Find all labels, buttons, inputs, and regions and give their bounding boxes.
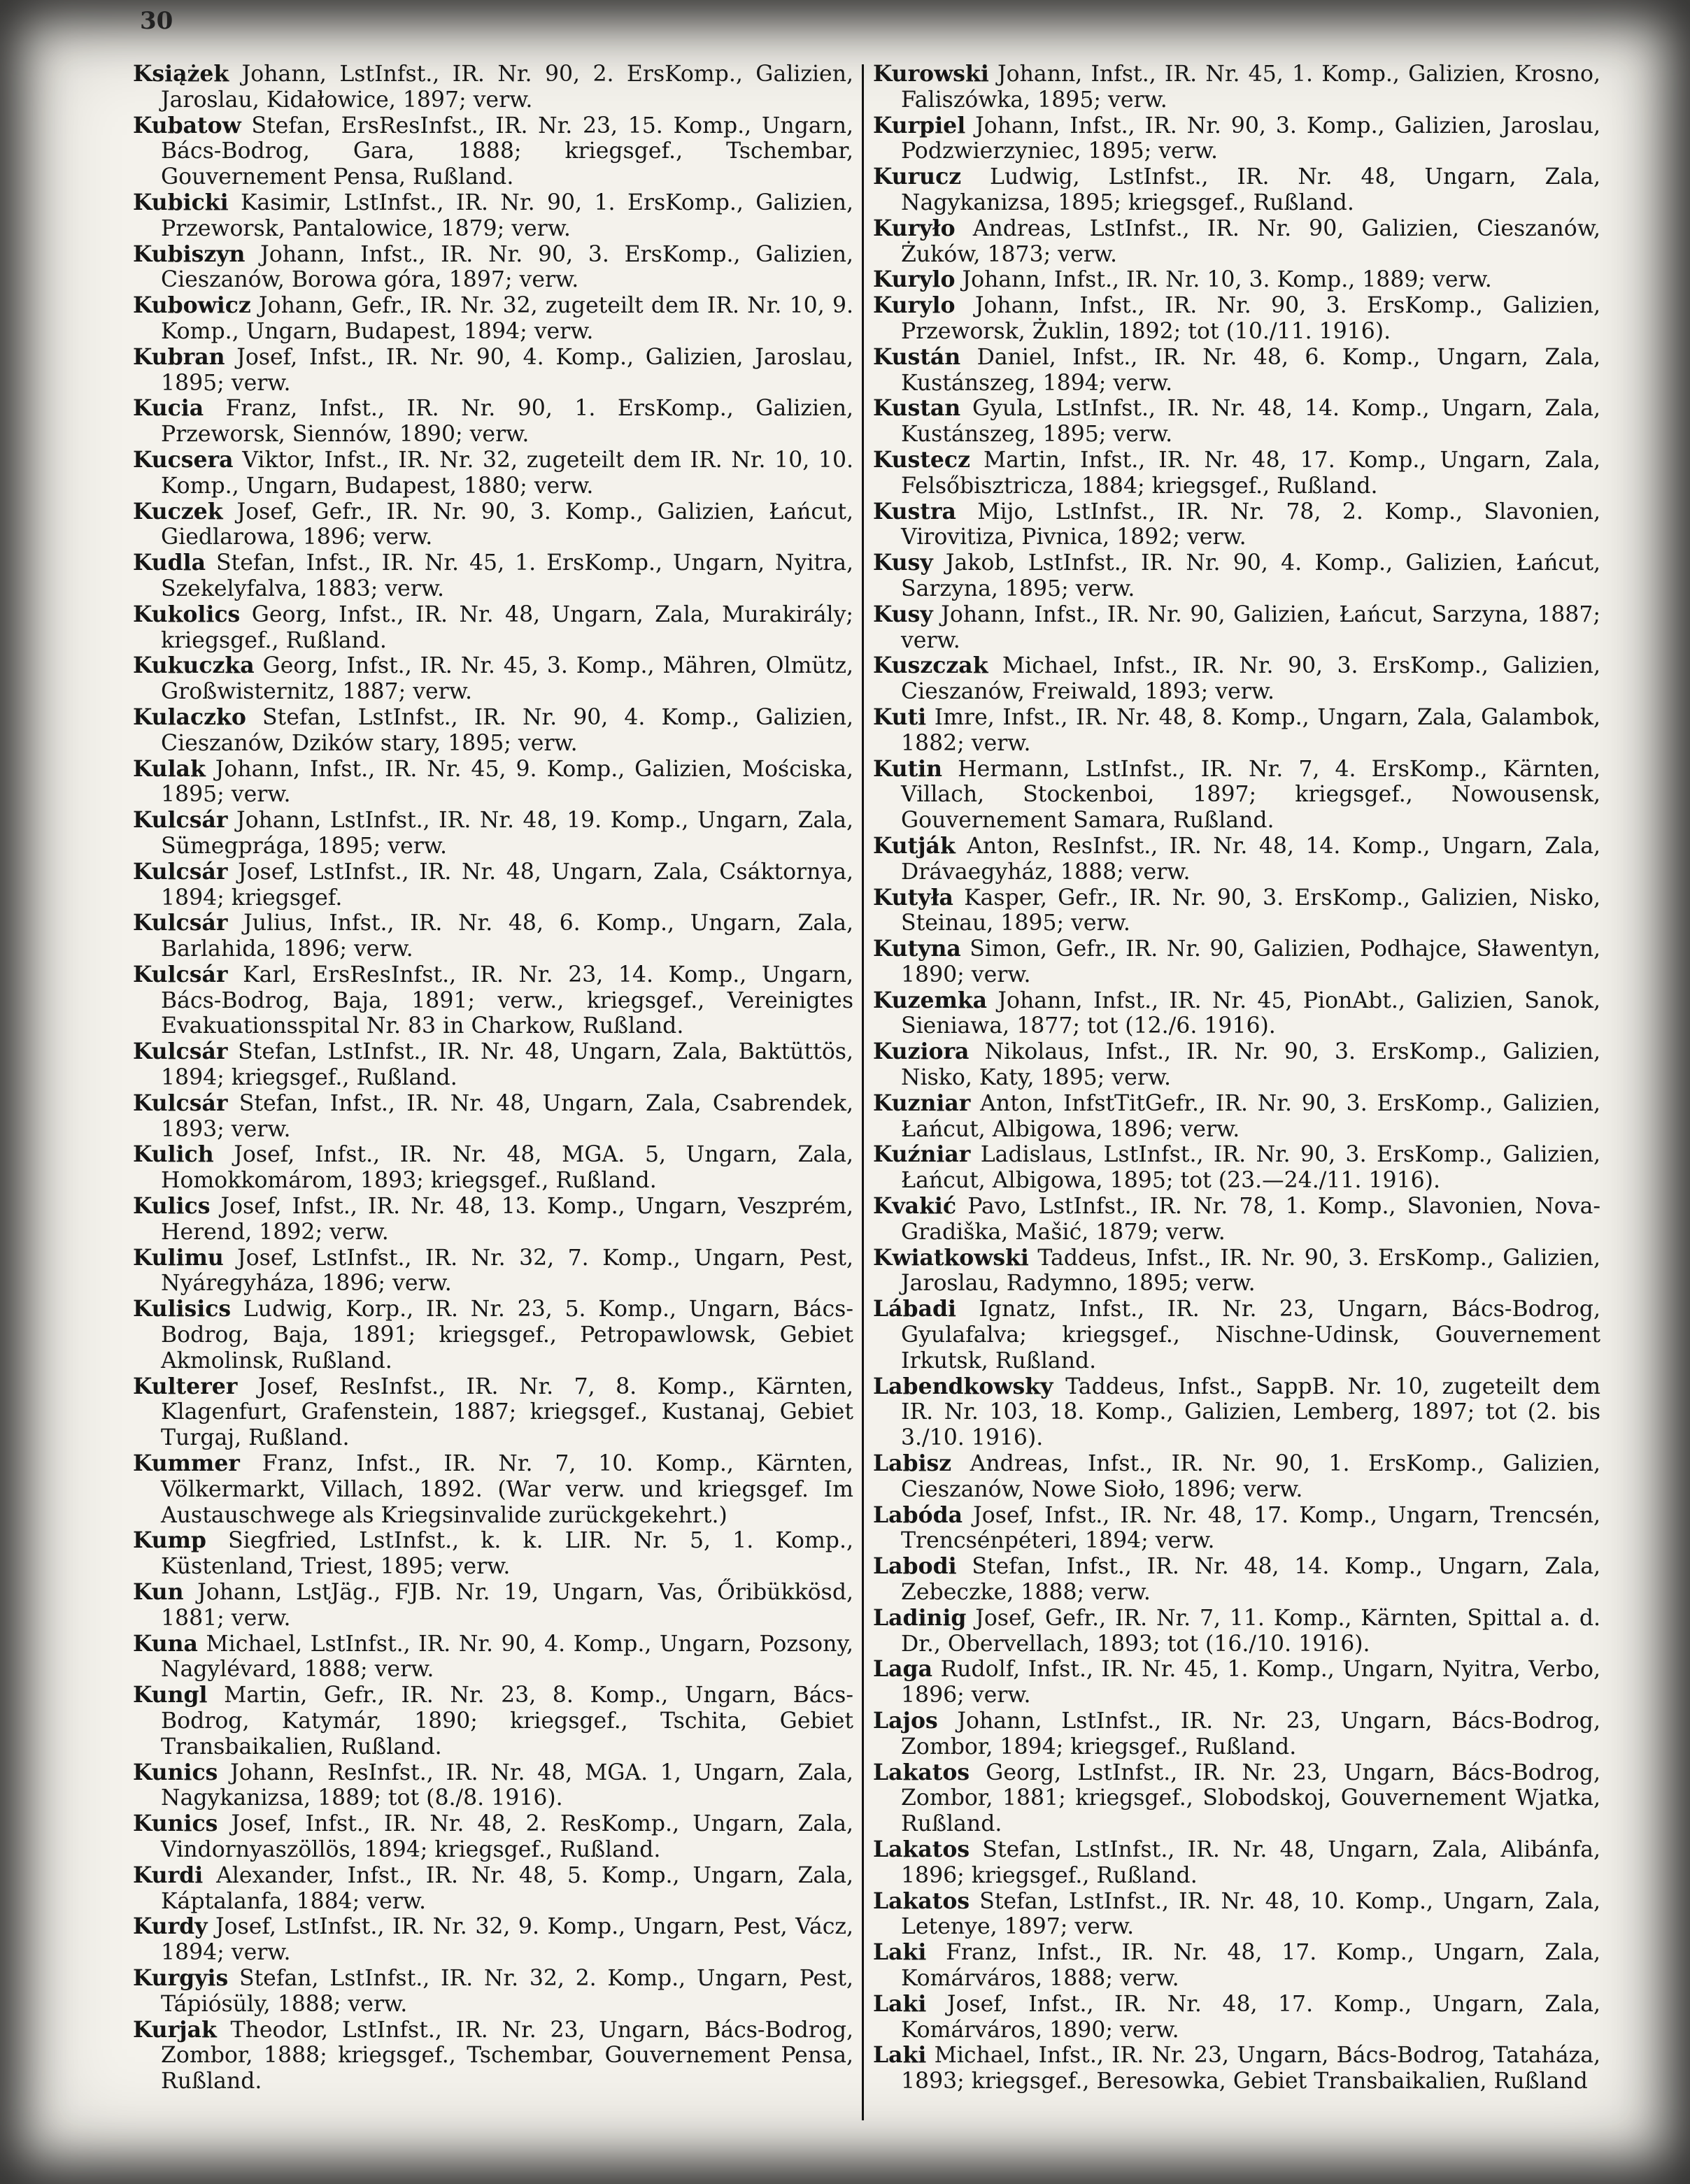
entry-surname: Kutják	[873, 832, 956, 859]
entry-details: Siegfried, LstInfst., k. k. LIR. Nr. 5, 1. Komp., Küstenland, Triest, 1895; verw.	[161, 1528, 853, 1580]
list-entry	[873, 1503, 1600, 1555]
list-entry	[873, 1297, 1600, 1373]
entry-details: Martin, Infst., IR. Nr. 48, 17. Komp., Ungarn, Zala, Felsőbisztricza, 1884; kriegsgef., Rußland.	[901, 447, 1600, 499]
list-entry	[873, 1554, 1600, 1606]
list-entry	[133, 1246, 853, 1297]
entry-surname: Kungl	[133, 1682, 208, 1708]
entry-details: Josef, Infst., IR. Nr. 90, 4. Komp., Galizien, Jaroslau, 1895; verw.	[161, 344, 853, 396]
entry-surname: Kuryło	[873, 215, 956, 241]
entry-surname: Kurdy	[133, 1913, 208, 1940]
entry-details: Franz, Infst., IR. Nr. 48, 17. Komp., Ungarn, Zala, Komárváros, 1888; verw.	[901, 1940, 1600, 1991]
entry-details: Taddeus, Infst., IR. Nr. 90, 3. ErsKomp., Galizien, Jaroslau, Radymno, 1895; verw.	[901, 1245, 1600, 1297]
entry-details: Stefan, LstInfst., IR. Nr. 32, 2. Komp., Ungarn, Pest, Tápiósüly, 1888; verw.	[161, 1965, 853, 2017]
list-entry	[133, 396, 853, 448]
list-entry	[133, 345, 853, 397]
entry-surname: Kurjak	[133, 2016, 217, 2043]
entry-details: Anton, ResInfst., IR. Nr. 48, 14. Komp., Ungarn, Zala, Drávaegyház, 1888; verw.	[901, 833, 1600, 885]
entry-surname: Kulimu	[133, 1244, 224, 1271]
entry-surname: Kulcsár	[133, 1090, 228, 1116]
list-entry	[873, 1992, 1600, 2043]
list-entry	[133, 1760, 853, 1812]
entry-surname: Laki	[873, 1990, 927, 2017]
entry-details: Michael, LstInfst., IR. Nr. 90, 4. Komp., Ungarn, Pozsony, Nagylévard, 1888; verw.	[161, 1631, 853, 1683]
entry-details: Stefan, Infst., IR. Nr. 45, 1. ErsKomp., Ungarn, Nyitra, Szekelyfalva, 1883; verw.	[161, 550, 853, 601]
entry-details: Michael, Infst., IR. Nr. 23, Ungarn, Bács-Bodrog, Tataháza, 1893; kriegsgef., Beresowka, Gebiet Transbaikalien, Rußland	[901, 2043, 1600, 2094]
list-entry	[133, 1039, 853, 1091]
list-entry	[873, 62, 1600, 113]
entry-surname: Lakatos	[873, 1759, 970, 1785]
entry-surname: Kurpiel	[873, 112, 966, 138]
right-column	[873, 62, 1600, 2094]
list-entry	[133, 911, 853, 962]
entry-surname: Kukolics	[133, 601, 241, 627]
entry-surname: Kuczek	[133, 498, 223, 524]
entry-details: Stefan, Infst., IR. Nr. 48, 14. Komp., Ungarn, Zala, Zebeczke, 1888; verw.	[901, 1554, 1600, 1606]
entry-details: Johann, LstInfst., IR. Nr. 90, 2. ErsKomp., Galizien, Jaroslau, Kidałowice, 1897; verw.	[161, 62, 853, 113]
entry-details: Josef, Infst., IR. Nr. 48, 2. ResKomp., Ungarn, Zala, Vindornyaszöllös, 1894; kriegsgef., Rußland.	[161, 1811, 853, 1862]
entry-details: Josef, LstInfst., IR. Nr. 32, 7. Komp., Ungarn, Pest, Nyáregyháza, 1896; verw.	[161, 1245, 853, 1297]
entry-details: Stefan, LstInfst., IR. Nr. 48, 10. Komp., Ungarn, Zala, Letenye, 1897; verw.	[901, 1888, 1600, 1940]
entry-surname: Kukuczka	[133, 652, 255, 679]
list-entry	[133, 757, 853, 808]
entry-details: Daniel, Infst., IR. Nr. 48, 6. Komp., Ungarn, Zala, Kustánszeg, 1894; verw.	[901, 344, 1600, 396]
entry-surname: Kutyła	[873, 884, 953, 911]
entry-details: Ludwig, LstInfst., IR. Nr. 48, Ungarn, Zala, Nagykanizsa, 1895; kriegsgef., Rußland.	[901, 164, 1600, 215]
list-entry	[133, 1811, 853, 1863]
entry-details: Julius, Infst., IR. Nr. 48, 6. Komp., Ungarn, Zala, Barlahida, 1896; verw.	[161, 911, 853, 962]
list-entry	[133, 499, 853, 551]
entry-details: Nikolaus, Infst., IR. Nr. 90, 3. ErsKomp., Galizien, Nisko, Katy, 1895; verw.	[901, 1039, 1600, 1091]
entry-surname: Kubiszyn	[133, 241, 246, 267]
entry-surname: Labisz	[873, 1450, 952, 1477]
entry-details: Ladislaus, LstInfst., IR. Nr. 90, 3. ErsKomp., Galizien, Łańcut, Albigowa, 1895; tot (23.—24./11. 1916).	[901, 1142, 1600, 1194]
list-entry	[873, 1246, 1600, 1297]
entry-details: Franz, Infst., IR. Nr. 90, 1. ErsKomp., Galizien, Przeworsk, Siennów, 1890; verw.	[161, 396, 853, 448]
list-entry	[133, 1580, 853, 1632]
list-entry	[873, 1606, 1600, 1657]
entry-details: Stefan, ErsResInfst., IR. Nr. 23, 15. Komp., Ungarn, Bács-Bodrog, Gara, 1888; kriegsgef., Tschembar, Gouvernement Pensa, Rußland.	[161, 113, 853, 190]
entry-surname: Kustra	[873, 498, 956, 524]
entry-details: Kasimir, LstInfst., IR. Nr. 90, 1. ErsKomp., Galizien, Przeworsk, Pantalowice, 1879; verw.	[161, 190, 853, 241]
entry-details: Franz, Infst., IR. Nr. 7, 10. Komp., Kärnten, Völkermarkt, Villach, 1892. (War verw. und kriegsgef. Im Austauschwege als Kriegsinvalide zurückgekehrt.)	[161, 1451, 853, 1528]
entry-surname: Kulaczko	[133, 704, 246, 730]
list-entry	[873, 936, 1600, 988]
entry-surname: Labendkowsky	[873, 1373, 1053, 1399]
list-entry	[873, 705, 1600, 757]
entry-surname: Kump	[133, 1527, 206, 1554]
list-entry	[133, 1528, 853, 1580]
entry-details: Johann, Infst., IR. Nr. 90, 3. ErsKomp., Galizien, Przeworsk, Żuklin, 1892; tot (10./11. 1916).	[901, 293, 1600, 344]
entry-surname: Kusy	[873, 601, 933, 627]
list-entry	[873, 1451, 1600, 1503]
list-entry	[133, 808, 853, 859]
entry-details: Johann, LstInfst., IR. Nr. 23, Ungarn, Bács-Bodrog, Zombor, 1894; kriegsgef., Rußland.	[901, 1708, 1600, 1760]
entry-details: Johann, Gefr., IR. Nr. 32, zugeteilt dem IR. Nr. 10, 9. Komp., Ungarn, Budapest, 1894; verw.	[161, 293, 853, 344]
entry-surname: Kun	[133, 1579, 184, 1606]
entry-details: Simon, Gefr., IR. Nr. 90, Galizien, Podhajce, Sławentyn, 1890; verw.	[901, 936, 1600, 987]
entry-surname: Kuti	[873, 704, 927, 730]
entry-details: Mijo, LstInfst., IR. Nr. 78, 2. Komp., Slavonien, Virovitiza, Pivnica, 1892; verw.	[901, 499, 1600, 550]
list-entry	[873, 448, 1600, 499]
entry-details: Josef, Gefr., IR. Nr. 7, 11. Komp., Kärnten, Spittal a. d. Dr., Obervellach, 1893; tot (16./10. 1916).	[901, 1605, 1600, 1657]
list-entry	[873, 499, 1600, 551]
entry-surname: Kummer	[133, 1450, 240, 1477]
entry-surname: Kurdi	[133, 1862, 204, 1888]
entry-surname: Kucsera	[133, 446, 234, 473]
entry-details: Ignatz, Infst., IR. Nr. 23, Ungarn, Bács-Bodrog, Gyulafalva; kriegsgef., Nischne-Udinsk, Gouvernement Irkutsk, Rußland.	[901, 1297, 1600, 1373]
entry-surname: Kurgyis	[133, 1964, 229, 1991]
list-entry	[873, 2043, 1600, 2094]
entry-surname: Kunics	[133, 1811, 218, 1837]
list-entry	[873, 1039, 1600, 1091]
entry-details: Anton, InfstTitGefr., IR. Nr. 90, 3. ErsKomp., Galizien, Łańcut, Albigowa, 1896; verw.	[901, 1090, 1600, 1142]
list-entry	[133, 113, 853, 190]
entry-surname: Kucia	[133, 395, 204, 422]
entry-surname: Kulcsár	[133, 858, 228, 885]
entry-details: Theodor, LstInfst., IR. Nr. 23, Ungarn, Bács-Bodrog, Zombor, 1888; kriegsgef., Tschembar, Gouvernement Pensa, Rußland.	[161, 2017, 853, 2094]
entry-surname: Kurowski	[873, 61, 989, 87]
entry-surname: Kunics	[133, 1759, 218, 1785]
entry-surname: Kubicki	[133, 189, 229, 215]
entry-surname: Kuna	[133, 1630, 198, 1657]
entry-details: Josef, Infst., IR. Nr. 48, MGA. 5, Ungarn, Zala, Homokkomárom, 1893; kriegsgef., Rußland.	[161, 1142, 853, 1194]
entry-surname: Kusy	[873, 550, 933, 576]
entry-details: Josef, Infst., IR. Nr. 48, 13. Komp., Ungarn, Veszprém, Herend, 1892; verw.	[161, 1194, 853, 1245]
list-entry	[133, 653, 853, 705]
list-entry	[133, 1632, 853, 1683]
entry-details: Jakob, LstInfst., IR. Nr. 90, 4. Komp., Galizien, Łańcut, Sarzyna, 1895; verw.	[901, 550, 1600, 601]
entry-surname: Kutin	[873, 755, 943, 782]
entry-details: Johann, Infst., IR. Nr. 10, 3. Komp., 1889; verw.	[955, 267, 1492, 293]
entry-surname: Kustán	[873, 343, 961, 370]
entry-details: Johann, LstJäg., FJB. Nr. 19, Ungarn, Vas, Őribükkösd, 1881; verw.	[161, 1580, 853, 1631]
entry-details: Johann, LstInfst., IR. Nr. 48, 19. Komp., Ungarn, Zala, Sümegprága, 1895; verw.	[161, 808, 853, 859]
list-entry	[133, 962, 853, 1039]
left-column	[133, 62, 853, 2094]
entry-surname: Kulak	[133, 755, 206, 782]
entry-details: Kasper, Gefr., IR. Nr. 90, 3. ErsKomp., Galizien, Nisko, Steinau, 1895; verw.	[901, 885, 1600, 936]
entry-surname: Książek	[133, 61, 229, 87]
list-entry	[873, 345, 1600, 397]
entry-surname: Kuzniar	[873, 1090, 971, 1116]
list-entry	[133, 62, 853, 113]
entry-details: Rudolf, Infst., IR. Nr. 45, 1. Komp., Ungarn, Nyitra, Verbo, 1896; verw.	[901, 1657, 1600, 1708]
entry-surname: Kulisics	[133, 1296, 232, 1322]
entry-details: Michael, Infst., IR. Nr. 90, 3. ErsKomp., Galizien, Cieszanów, Freiwald, 1893; verw.	[901, 653, 1600, 705]
list-entry	[873, 293, 1600, 345]
list-entry	[133, 1374, 853, 1451]
list-entry	[133, 1142, 853, 1194]
list-entry	[133, 859, 853, 911]
entry-details: Josef, Gefr., IR. Nr. 90, 3. Komp., Galizien, Łańcut, Giedlarowa, 1896; verw.	[161, 499, 853, 550]
entry-details: Johann, Infst., IR. Nr. 90, 3. ErsKomp., Galizien, Cieszanów, Borowa góra, 1897; verw.	[161, 241, 853, 293]
entry-surname: Kulterer	[133, 1373, 238, 1399]
entry-details: Ludwig, Korp., IR. Nr. 23, 5. Komp., Ungarn, Bács-Bodrog, Baja, 1891; kriegsgef., Petropawlowsk, Gebiet Akmolinsk, Rußland.	[161, 1297, 853, 1373]
entry-details: Georg, Infst., IR. Nr. 45, 3. Komp., Mähren, Olmütz, Großwisternitz, 1887; verw.	[161, 653, 853, 705]
entry-surname: Kurucz	[873, 164, 962, 190]
entry-surname: Laki	[873, 2042, 927, 2069]
entry-surname: Kudla	[133, 550, 206, 576]
list-entry	[873, 1889, 1600, 1941]
list-entry	[873, 396, 1600, 448]
entry-details: Georg, LstInfst., IR. Nr. 23, Ungarn, Bács-Bodrog, Zombor, 1881; kriegsgef., Slobodskoj, Gouvernement Wjatka, Rußland.	[901, 1760, 1600, 1837]
entry-details: Imre, Infst., IR. Nr. 48, 8. Komp., Ungarn, Zala, Galambok, 1882; verw.	[901, 704, 1600, 756]
entry-details: Georg, Infst., IR. Nr. 48, Ungarn, Zala, Murakirály; kriegsgef., Rußland.	[161, 601, 853, 653]
list-entry	[133, 2018, 853, 2094]
page-number: 30	[140, 7, 173, 35]
entry-surname: Labóda	[873, 1501, 963, 1528]
list-entry	[873, 164, 1600, 216]
entry-surname: Kutyna	[873, 936, 961, 962]
entry-details: Josef, Infst., IR. Nr. 48, 17. Komp., Ungarn, Zala, Komárváros, 1890; verw.	[901, 1991, 1600, 2043]
list-entry	[873, 1760, 1600, 1837]
list-entry	[873, 653, 1600, 705]
list-entry	[133, 1194, 853, 1246]
entry-details: Josef, Infst., IR. Nr. 48, 17. Komp., Ungarn, Trencsén, Trencsénpéteri, 1894; verw.	[901, 1502, 1600, 1554]
entry-details: Pavo, LstInfst., IR. Nr. 78, 1. Komp., Slavonien, Nova-Gradiška, Mašić, 1879; verw.	[901, 1194, 1600, 1245]
list-entry	[873, 1374, 1600, 1451]
entry-details: Taddeus, Infst., SappB. Nr. 10, zugeteilt dem IR. Nr. 103, 18. Komp., Galizien, Lemberg, 1897; tot (2. bis 3./10. 1916).	[901, 1373, 1600, 1451]
entry-surname: Lakatos	[873, 1836, 970, 1862]
entry-details: Hermann, LstInfst., IR. Nr. 7, 4. ErsKomp., Kärnten, Villach, Stockenboi, 1897; kriegsgef., Nowousensk, Gouvernement Samara, Rußland.	[901, 756, 1600, 834]
entry-details: Johann, Infst., IR. Nr. 90, 3. Komp., Galizien, Jaroslau, Podzwierzyniec, 1895; verw.	[901, 113, 1600, 164]
list-entry	[873, 885, 1600, 937]
entry-details: Josef, ResInfst., IR. Nr. 7, 8. Komp., Kärnten, Klagenfurt, Grafenstein, 1887; kriegsgef., Kustanaj, Gebiet Turgaj, Rußland.	[161, 1373, 853, 1451]
entry-surname: Kuzemka	[873, 987, 988, 1013]
list-entry	[133, 242, 853, 294]
list-entry	[133, 1914, 853, 1966]
list-entry	[133, 602, 853, 654]
entry-surname: Kuszczak	[873, 652, 988, 679]
entry-details: Josef, LstInfst., IR. Nr. 32, 9. Komp., Ungarn, Pest, Vácz, 1894; verw.	[161, 1914, 853, 1966]
list-entry	[873, 834, 1600, 885]
entry-details: Johann, Infst., IR. Nr. 45, 1. Komp., Galizien, Krosno, Faliszówka, 1895; verw.	[901, 62, 1600, 113]
entry-surname: Kvakić	[873, 1193, 957, 1220]
list-entry	[873, 1091, 1600, 1143]
entry-details: Karl, ErsResInfst., IR. Nr. 23, 14. Komp., Ungarn, Bács-Bodrog, Baja, 1891; verw., kriegsgef., Vereinigtes Evakuationsspital Nr. 83 in Charkow, Rußland.	[161, 962, 853, 1039]
entry-surname: Kustan	[873, 395, 961, 422]
entry-surname: Ladinig	[873, 1604, 967, 1631]
list-entry	[873, 1940, 1600, 1992]
entry-details: Stefan, LstInfst., IR. Nr. 48, Ungarn, Zala, Alibánfa, 1896; kriegsgef., Rußland.	[901, 1836, 1600, 1888]
entry-surname: Kulcsár	[133, 910, 228, 936]
entry-details: Alexander, Infst., IR. Nr. 48, 5. Komp., Ungarn, Zala, Káptalanfa, 1884; verw.	[161, 1862, 853, 1914]
entry-details: Gyula, LstInfst., IR. Nr. 48, 14. Komp., Ungarn, Zala, Kustánszeg, 1895; verw.	[901, 396, 1600, 448]
entry-surname: Lábadi	[873, 1296, 956, 1322]
list-entry	[133, 1966, 853, 2018]
entry-details: Johann, Infst., IR. Nr. 45, PionAbt., Galizien, Sanok, Sieniawa, 1877; tot (12./6. 1916).	[901, 987, 1600, 1039]
list-entry	[873, 113, 1600, 165]
entry-details: Stefan, LstInfst., IR. Nr. 48, Ungarn, Zala, Baktüttös, 1894; kriegsgef., Rußland.	[161, 1039, 853, 1091]
entry-details: Stefan, LstInfst., IR. Nr. 90, 4. Komp., Galizien, Cieszanów, Dzików stary, 1895; verw.	[161, 704, 853, 756]
entry-surname: Kuziora	[873, 1039, 970, 1065]
list-entry	[873, 602, 1600, 654]
entry-surname: Lakatos	[873, 1887, 970, 1914]
list-entry	[133, 1091, 853, 1143]
list-entry	[873, 1142, 1600, 1194]
list-entry	[873, 988, 1600, 1040]
entry-surname: Laga	[873, 1656, 932, 1683]
entry-surname: Laki	[873, 1939, 927, 1966]
list-entry	[873, 1837, 1600, 1889]
list-entry	[873, 1194, 1600, 1246]
list-entry	[133, 705, 853, 757]
entry-surname: Kubatow	[133, 112, 241, 138]
entry-details: Andreas, LstInfst., IR. Nr. 90, Galizien, Cieszanów, Żuków, 1873; verw.	[901, 215, 1600, 267]
entry-surname: Kwiatkowski	[873, 1244, 1029, 1271]
list-entry	[133, 1863, 853, 1915]
list-entry	[133, 1297, 853, 1373]
list-entry	[133, 190, 853, 242]
entry-surname: Kustecz	[873, 446, 970, 473]
column-divider	[862, 64, 864, 2120]
list-entry	[873, 1657, 1600, 1708]
entry-surname: Kurylo	[873, 266, 956, 293]
list-entry	[133, 550, 853, 602]
entry-surname: Kurylo	[873, 292, 956, 319]
entry-surname: Kulcsár	[133, 961, 228, 987]
entry-details: Johann, ResInfst., IR. Nr. 48, MGA. 1, Ungarn, Zala, Nagykanizsa, 1889; tot (8./8. 1916).	[161, 1760, 853, 1811]
entry-details: Josef, LstInfst., IR. Nr. 48, Ungarn, Zala, Csáktornya, 1894; kriegsgef.	[161, 859, 853, 911]
list-entry	[873, 1708, 1600, 1760]
list-entry	[133, 448, 853, 499]
list-entry	[873, 267, 1600, 293]
entry-surname: Kulics	[133, 1193, 211, 1220]
entry-surname: Kulich	[133, 1141, 214, 1168]
list-entry	[873, 216, 1600, 268]
entry-surname: Labodi	[873, 1553, 957, 1580]
entry-details: Viktor, Infst., IR. Nr. 32, zugeteilt dem IR. Nr. 10, 10. Komp., Ungarn, Budapest, 1880; verw.	[161, 447, 853, 499]
entry-surname: Kulcsár	[133, 807, 228, 834]
entry-details: Stefan, Infst., IR. Nr. 48, Ungarn, Zala, Csabrendek, 1893; verw.	[161, 1090, 853, 1142]
list-entry	[873, 757, 1600, 834]
list-entry	[133, 293, 853, 345]
entry-details: Johann, Infst., IR. Nr. 90, Galizien, Łańcut, Sarzyna, 1887; verw.	[901, 601, 1600, 653]
entry-surname: Lajos	[873, 1708, 938, 1734]
entry-details: Johann, Infst., IR. Nr. 45, 9. Komp., Galizien, Mościska, 1895; verw.	[161, 756, 853, 808]
entry-surname: Kubowicz	[133, 292, 251, 319]
entry-surname: Kulcsár	[133, 1039, 228, 1065]
list-entry	[133, 1451, 853, 1528]
entry-details: Martin, Gefr., IR. Nr. 23, 8. Komp., Ungarn, Bács-Bodrog, Katymár, 1890; kriegsgef., Tschita, Gebiet Transbaikalien, Rußland.	[161, 1683, 853, 1760]
list-entry	[873, 550, 1600, 602]
entry-surname: Kuźniar	[873, 1141, 971, 1168]
list-entry	[133, 1683, 853, 1760]
entry-details: Andreas, Infst., IR. Nr. 90, 1. ErsKomp., Galizien, Cieszanów, Nowe Sioło, 1896; verw.	[901, 1451, 1600, 1502]
entry-surname: Kubran	[133, 343, 225, 370]
